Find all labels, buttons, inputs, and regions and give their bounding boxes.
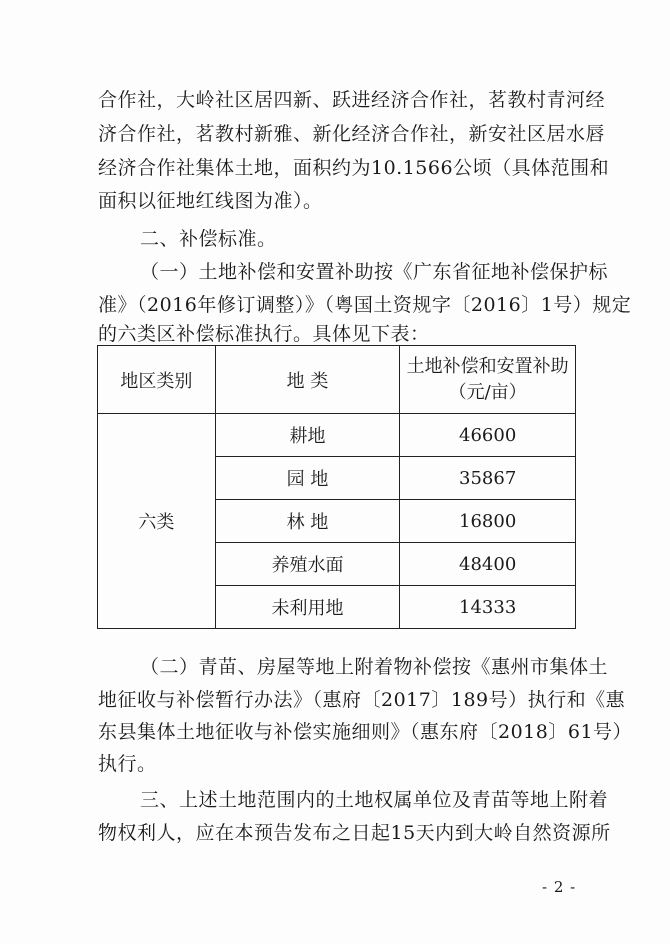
section-heading: 二、补偿标准。 [140,228,277,250]
header-land-type: 地 类 [215,346,400,414]
paragraph-line: 济合作社，茗教村新雅、新化经济合作社，新安社区居水唇 [98,123,606,145]
paragraph-line: 三、上述土地范围内的土地权属单位及青苗等地上附着 [140,789,609,811]
value-cell: 46600 [400,414,576,457]
paragraph-line: 东县集体土地征收与补偿实施细则》（惠东府〔2018〕61号） [98,721,633,743]
header-unit: （元/亩） [448,381,527,403]
land-type-cell: 未利用地 [215,586,400,629]
region-cell: 六类 [98,414,216,629]
compensation-table [97,345,576,629]
paragraph-line: 执行。 [98,753,157,775]
paragraph-line: 准》（2016年修订调整）》（粤国土资规字〔2016〕1号）规定 [98,294,632,316]
value-cell: 48400 [400,543,576,586]
page-number: - 2 - [542,878,577,896]
paragraph-line: 经济合作社集体土地，面积约为10.1566公顷（具体范围和 [98,157,610,179]
land-type-cell: 园 地 [215,457,400,500]
paragraph-line: 面积以征地红线图为准）。 [98,190,323,212]
paragraph-line: 合作社，大岭社区居四新、跃进经济合作社，茗教村青河经 [98,89,606,111]
value-cell: 16800 [400,500,576,543]
paragraph-line: 的六类区补偿标准执行。具体见下表： [98,323,430,345]
header-compensation [400,346,576,414]
land-type-cell: 耕地 [215,414,400,457]
table-header-row [98,346,576,414]
paragraph-line: 地征收与补偿暂行办法》（惠府〔2017〕189号）执行和《惠 [98,689,626,711]
value-cell: 35867 [400,457,576,500]
land-type-cell: 林 地 [215,500,400,543]
paragraph-line: （一）土地补偿和安置补助按《广东省征地补偿保护标 [140,261,609,283]
table-row [98,414,576,457]
value-cell: 14333 [400,586,576,629]
paragraph-line: 物权利人，应在本预告发布之日起15天内到大岭自然资源所 [98,822,611,844]
paragraph-line: （二）青苗、房屋等地上附着物补偿按《惠州市集体土 [140,656,609,678]
header-compensation-line: 土地补偿和安置补助 [406,355,569,377]
land-type-cell: 养殖水面 [215,543,400,586]
header-region: 地区类别 [98,346,216,414]
